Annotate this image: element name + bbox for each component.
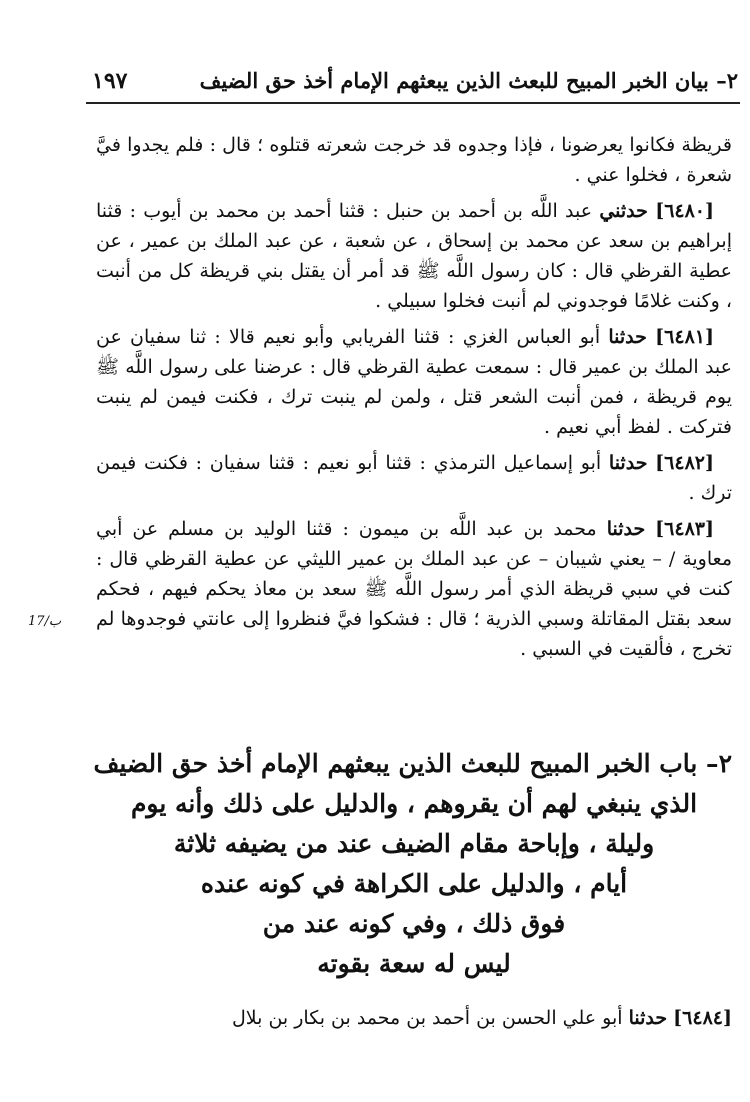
hadith-number: [٦٤٨٤]: [673, 1007, 732, 1029]
hadith-number: [٦٤٨٣]: [655, 518, 714, 540]
hadith-6483: [96, 514, 732, 664]
manuscript-folio-note: 17/ب: [28, 614, 62, 629]
hadith-text: أبو علي الحسن بن أحمد بن محمد بن بكار بن بلال: [231, 1007, 623, 1029]
hadith-text: أبو العباس الغزي : قثنا الفريابي وأبو نعيم قالا : ثنا سفيان عن عبد الملك بن عمير قال : سمعت عطية القرظي قال : عرضنا على رسول اللَّه ﷺ يوم قريظة ، فمن أنبت الشعر قتل ، ولمن لم ينبت ترك ، فكنت فيمن لم ينبت فتركت . لفظ أبي نعيم .: [96, 326, 732, 438]
chapter-heading-line: وليلة ، وإباحة مقام الضيف عند من يضيفه ثلاثة: [173, 829, 655, 858]
hadith-6484: [96, 1003, 732, 1033]
main-text: [96, 130, 732, 670]
paragraph-text: قريظة فكانوا يعرضونا ، فإذا وجدوه قد خرجت شعرته قتلوه ؛ قال : فلم يجدوا فيَّ شعرة ، فخلوا عني .: [96, 134, 732, 186]
hadith-text: محمد بن عبد اللَّه بن ميمون : قثنا الوليد بن مسلم عن أبي معاوية / – يعني شيبان – عن عبد الملك بن عمير الليثي عن عطية القرظي قال : كنت في سبي قريظة الذي أمر رسول اللَّه ﷺ سعد بن معاذ يحكم فيهم ، فحكم سعد بقتل المقاتلة وسبي الذرية ؛ قال : فشكوا فيَّ فنظروا إلى عانتي فوجدوها لم تخرج ، فألقيت في السبي .: [96, 518, 732, 660]
narration-term: حدثنا: [628, 1007, 668, 1029]
page-number: ١٩٧: [92, 68, 128, 94]
narration-term: حدثنا: [606, 518, 646, 540]
hadith-number: [٦٤٨٠]: [655, 200, 715, 222]
chapter-heading-line: الذي ينبغي لهم أن يقروهم ، والدليل على ذلك وأنه يوم: [130, 789, 698, 818]
running-title: ٢– بيان الخبر المبيح للبعث الذين يبعثهم الإمام أخذ حق الضيف: [199, 68, 738, 93]
hadith-number: [٦٤٨١]: [655, 326, 714, 348]
hadith-6481: [96, 322, 732, 442]
chapter-heading: [93, 744, 732, 984]
hadith-text: أبو إسماعيل الترمذي : قثنا أبو نعيم : قثنا سفيان : فكنت فيمن ترك .: [96, 452, 732, 504]
chapter-heading-line: فوق ذلك ، وفي كونه عند من: [262, 909, 566, 938]
hadith-text: عبد اللَّه بن أحمد بن حنبل : قثنا أحمد بن محمد بن أيوب : قثنا إبراهيم بن سعد عن محمد بن إسحاق ، عن شعبة ، عن عبد الملك بن عمير ، عن عطية القرظي قال : كان رسول اللَّه ﷺ قد أمر أن يقتل بني قريظة كل من أنبت ، وكنت غلامًا فوجدوني لم أنبت فخلوا سبيلي .: [96, 200, 732, 312]
chapter-heading-line: ٢– باب الخبر المبيح للبعث الذين يبعثهم الإمام أخذ حق الضيف: [93, 749, 732, 778]
hadith-number: [٦٤٨٢]: [655, 452, 714, 474]
narration-term: حدثني: [599, 200, 648, 222]
chapter-heading-line: ليس له سعة بقوته: [317, 949, 511, 978]
hadith-6480: [96, 196, 732, 316]
paragraph-0: [96, 130, 732, 190]
hadith-6482: [96, 448, 732, 508]
chapter-heading-line: أيام ، والدليل على الكراهة في كونه عنده: [200, 869, 628, 898]
narration-term: حدثنا: [608, 326, 647, 348]
narration-term: حدثنا: [608, 452, 648, 474]
page-header: [86, 62, 740, 104]
